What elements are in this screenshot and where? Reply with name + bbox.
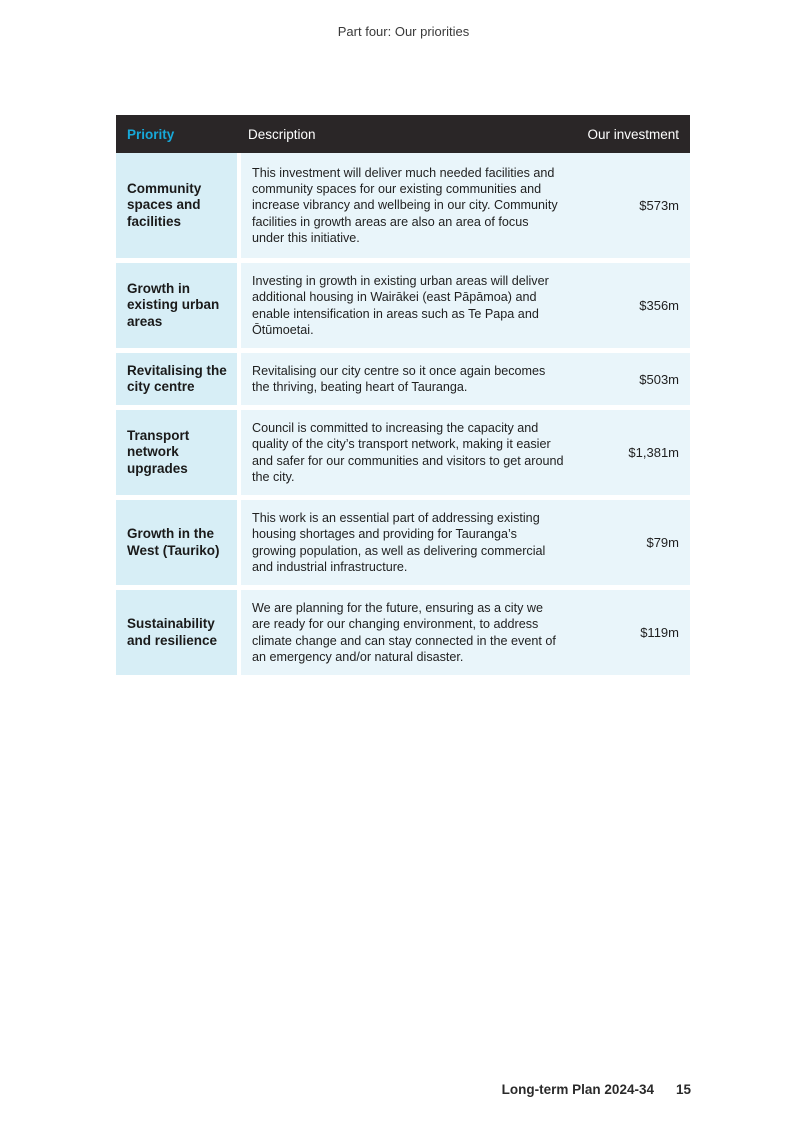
investment-cell: $356m <box>570 263 690 348</box>
investment-cell: $1,381m <box>570 410 690 495</box>
priority-cell: Community spaces and facilities <box>116 153 237 258</box>
document-title: Long-term Plan 2024-34 <box>501 1082 654 1097</box>
table-row <box>116 263 690 348</box>
description-cell: Revitalising our city centre so it once again becomes the thriving, beating heart of Tauranga. <box>241 353 570 405</box>
priorities-table <box>116 115 690 675</box>
running-header: Part four: Our priorities <box>337 24 470 39</box>
header-description: Description <box>248 126 316 142</box>
priority-cell: Sustainability and resilience <box>116 590 237 675</box>
priority-cell: Revitalising the city centre <box>116 353 237 405</box>
table-row <box>116 153 690 258</box>
description-cell: Council is committed to increasing the capacity and quality of the city’s transport network, making it easier and safer for our communities and visitors to get around the city. <box>241 410 570 495</box>
table-header-row <box>116 115 690 153</box>
priority-cell: Growth in the West (Tauriko) <box>116 500 237 585</box>
investment-cell: $573m <box>570 153 690 258</box>
page-footer <box>502 1082 691 1097</box>
description-cell: This investment will deliver much needed facilities and community spaces for our existing communities and increase vibrancy and wellbeing in our city. Community facilities in growth areas are also an area of focus under this initiative. <box>241 153 570 258</box>
header-priority: Priority <box>127 126 175 142</box>
table-row <box>116 590 690 675</box>
priority-cell: Transport network upgrades <box>116 410 237 495</box>
investment-cell: $79m <box>570 500 690 585</box>
header-investment: Our investment <box>587 126 679 142</box>
table-row <box>116 500 690 585</box>
priority-cell: Growth in existing urban areas <box>116 263 237 348</box>
page-number: 15 <box>675 1082 691 1097</box>
investment-cell: $119m <box>570 590 690 675</box>
description-cell: This work is an essential part of addressing existing housing shortages and providing for Tauranga’s growing population, as well as delivering commercial and industrial infrastructure. <box>241 500 570 585</box>
description-cell: Investing in growth in existing urban areas will deliver additional housing in Wairākei (east Pāpāmoa) and enable intensification in areas such as Te Papa and Ōtūmoetai. <box>241 263 570 348</box>
investment-cell: $503m <box>570 353 690 405</box>
table-row <box>116 353 690 405</box>
table-row <box>116 410 690 495</box>
description-cell: We are planning for the future, ensuring as a city we are ready for our changing environment, to address climate change and can stay connected in the event of an emergency and/or natural disaster. <box>241 590 570 675</box>
